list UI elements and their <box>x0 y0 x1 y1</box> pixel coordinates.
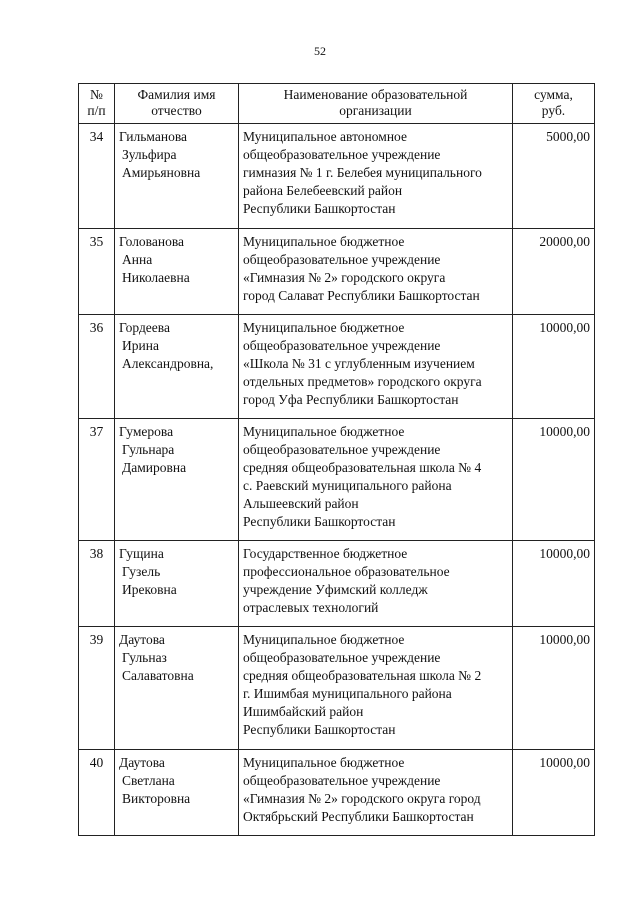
organization-line: общеобразовательное учреждение <box>243 773 441 788</box>
organization-line: отдельных предметов» городского округа <box>243 374 482 389</box>
table-row <box>79 750 595 836</box>
name-line: Николаевна <box>122 270 190 285</box>
organization-line: гимназия № 1 г. Белебея муниципального <box>243 165 482 180</box>
organization-line: Муниципальное бюджетное <box>243 234 405 249</box>
name-line: Ирековна <box>122 582 177 597</box>
award-amount: 10000,00 <box>513 315 595 419</box>
organization-line: г. Ишимбая муниципального района <box>243 686 452 701</box>
name-line: Гузель <box>122 564 161 579</box>
organization-line: Муниципальное бюджетное <box>243 424 405 439</box>
name-line: Гульнара <box>122 442 175 457</box>
organization-line: Республики Башкортостан <box>243 722 396 737</box>
table-header <box>79 84 595 124</box>
name-line: Салаватовна <box>122 668 194 683</box>
table-row <box>79 627 595 750</box>
row-number: 37 <box>79 419 115 541</box>
organization-line: «Гимназия № 2» городского округа <box>243 270 446 285</box>
table-row <box>79 124 595 229</box>
name-line: Зульфира <box>122 147 177 162</box>
header-organization: Наименование образовательной организации <box>239 84 513 124</box>
name-line: Голованова <box>119 234 185 249</box>
organization-line: «Гимназия № 2» городского округа город <box>243 791 481 806</box>
organization-line: Муниципальное бюджетное <box>243 755 405 770</box>
name-line: Гульназ <box>122 650 167 665</box>
name-line: Амирьяновна <box>122 165 201 180</box>
name-line: Ирина <box>122 338 159 353</box>
name-line: Александровна, <box>122 356 214 371</box>
organization-line: Ишимбайский район <box>243 704 364 719</box>
organization-line: Государственное бюджетное <box>243 546 408 561</box>
table-row <box>79 419 595 541</box>
row-number: 36 <box>79 315 115 419</box>
organization-line: общеобразовательное учреждение <box>243 338 441 353</box>
person-name <box>115 627 239 750</box>
name-line: Гущина <box>119 546 164 561</box>
name-line: Даутова <box>119 632 165 647</box>
name-line: Гильманова <box>119 129 188 144</box>
organization-line: отраслевых технологий <box>243 600 379 615</box>
award-amount: 20000,00 <box>513 229 595 315</box>
organization-line: Муниципальное бюджетное <box>243 632 405 647</box>
organization-name <box>239 750 513 836</box>
organization-line: общеобразовательное учреждение <box>243 252 441 267</box>
organization-line: профессиональное образовательное <box>243 564 450 579</box>
row-number: 38 <box>79 541 115 627</box>
table-row <box>79 229 595 315</box>
name-line: Гордеева <box>119 320 170 335</box>
organization-name <box>239 627 513 750</box>
awards-table <box>78 83 595 836</box>
table-body <box>79 124 595 836</box>
name-line: Викторовна <box>122 791 191 806</box>
organization-line: средняя общеобразовательная школа № 4 <box>243 460 482 475</box>
header-number: № п/п <box>79 84 115 124</box>
organization-line: Альшеевский район <box>243 496 359 511</box>
name-line: Гумерова <box>119 424 174 439</box>
organization-name <box>239 419 513 541</box>
award-amount: 10000,00 <box>513 627 595 750</box>
person-name <box>115 124 239 229</box>
organization-line: с. Раевский муниципального района <box>243 478 452 493</box>
organization-line: Муниципальное бюджетное <box>243 320 405 335</box>
header-amount: сумма, руб. <box>513 84 595 124</box>
organization-line: средняя общеобразовательная школа № 2 <box>243 668 482 683</box>
name-line: Анна <box>122 252 153 267</box>
name-line: Даутова <box>119 755 165 770</box>
organization-line: Республики Башкортостан <box>243 514 396 529</box>
organization-name <box>239 124 513 229</box>
organization-line: «Школа № 31 с углубленным изучением <box>243 356 475 371</box>
organization-line: общеобразовательное учреждение <box>243 147 441 162</box>
person-name <box>115 315 239 419</box>
award-amount: 10000,00 <box>513 541 595 627</box>
award-amount: 5000,00 <box>513 124 595 229</box>
organization-line: город Уфа Республики Башкортостан <box>243 392 459 407</box>
person-name <box>115 750 239 836</box>
person-name <box>115 541 239 627</box>
award-amount: 10000,00 <box>513 419 595 541</box>
row-number: 35 <box>79 229 115 315</box>
organization-line: Муниципальное автономное <box>243 129 407 144</box>
row-number: 39 <box>79 627 115 750</box>
award-amount: 10000,00 <box>513 750 595 836</box>
person-name <box>115 419 239 541</box>
organization-line: района Белебеевский район <box>243 183 403 198</box>
name-line: Дамировна <box>122 460 187 475</box>
table-row <box>79 315 595 419</box>
organization-line: город Салават Республики Башкортостан <box>243 288 480 303</box>
organization-line: Республики Башкортостан <box>243 201 396 216</box>
header-row <box>79 84 595 124</box>
organization-name <box>239 541 513 627</box>
header-full-name: Фамилия имя отчество <box>115 84 239 124</box>
organization-name <box>239 229 513 315</box>
organization-name <box>239 315 513 419</box>
page-number: 52 <box>314 44 326 58</box>
organization-line: Октябрьский Республики Башкортостан <box>243 809 474 824</box>
table-row <box>79 541 595 627</box>
row-number: 34 <box>79 124 115 229</box>
name-line: Светлана <box>122 773 175 788</box>
organization-line: учреждение Уфимский колледж <box>243 582 428 597</box>
row-number: 40 <box>79 750 115 836</box>
person-name <box>115 229 239 315</box>
organization-line: общеобразовательное учреждение <box>243 442 441 457</box>
organization-line: общеобразовательное учреждение <box>243 650 441 665</box>
